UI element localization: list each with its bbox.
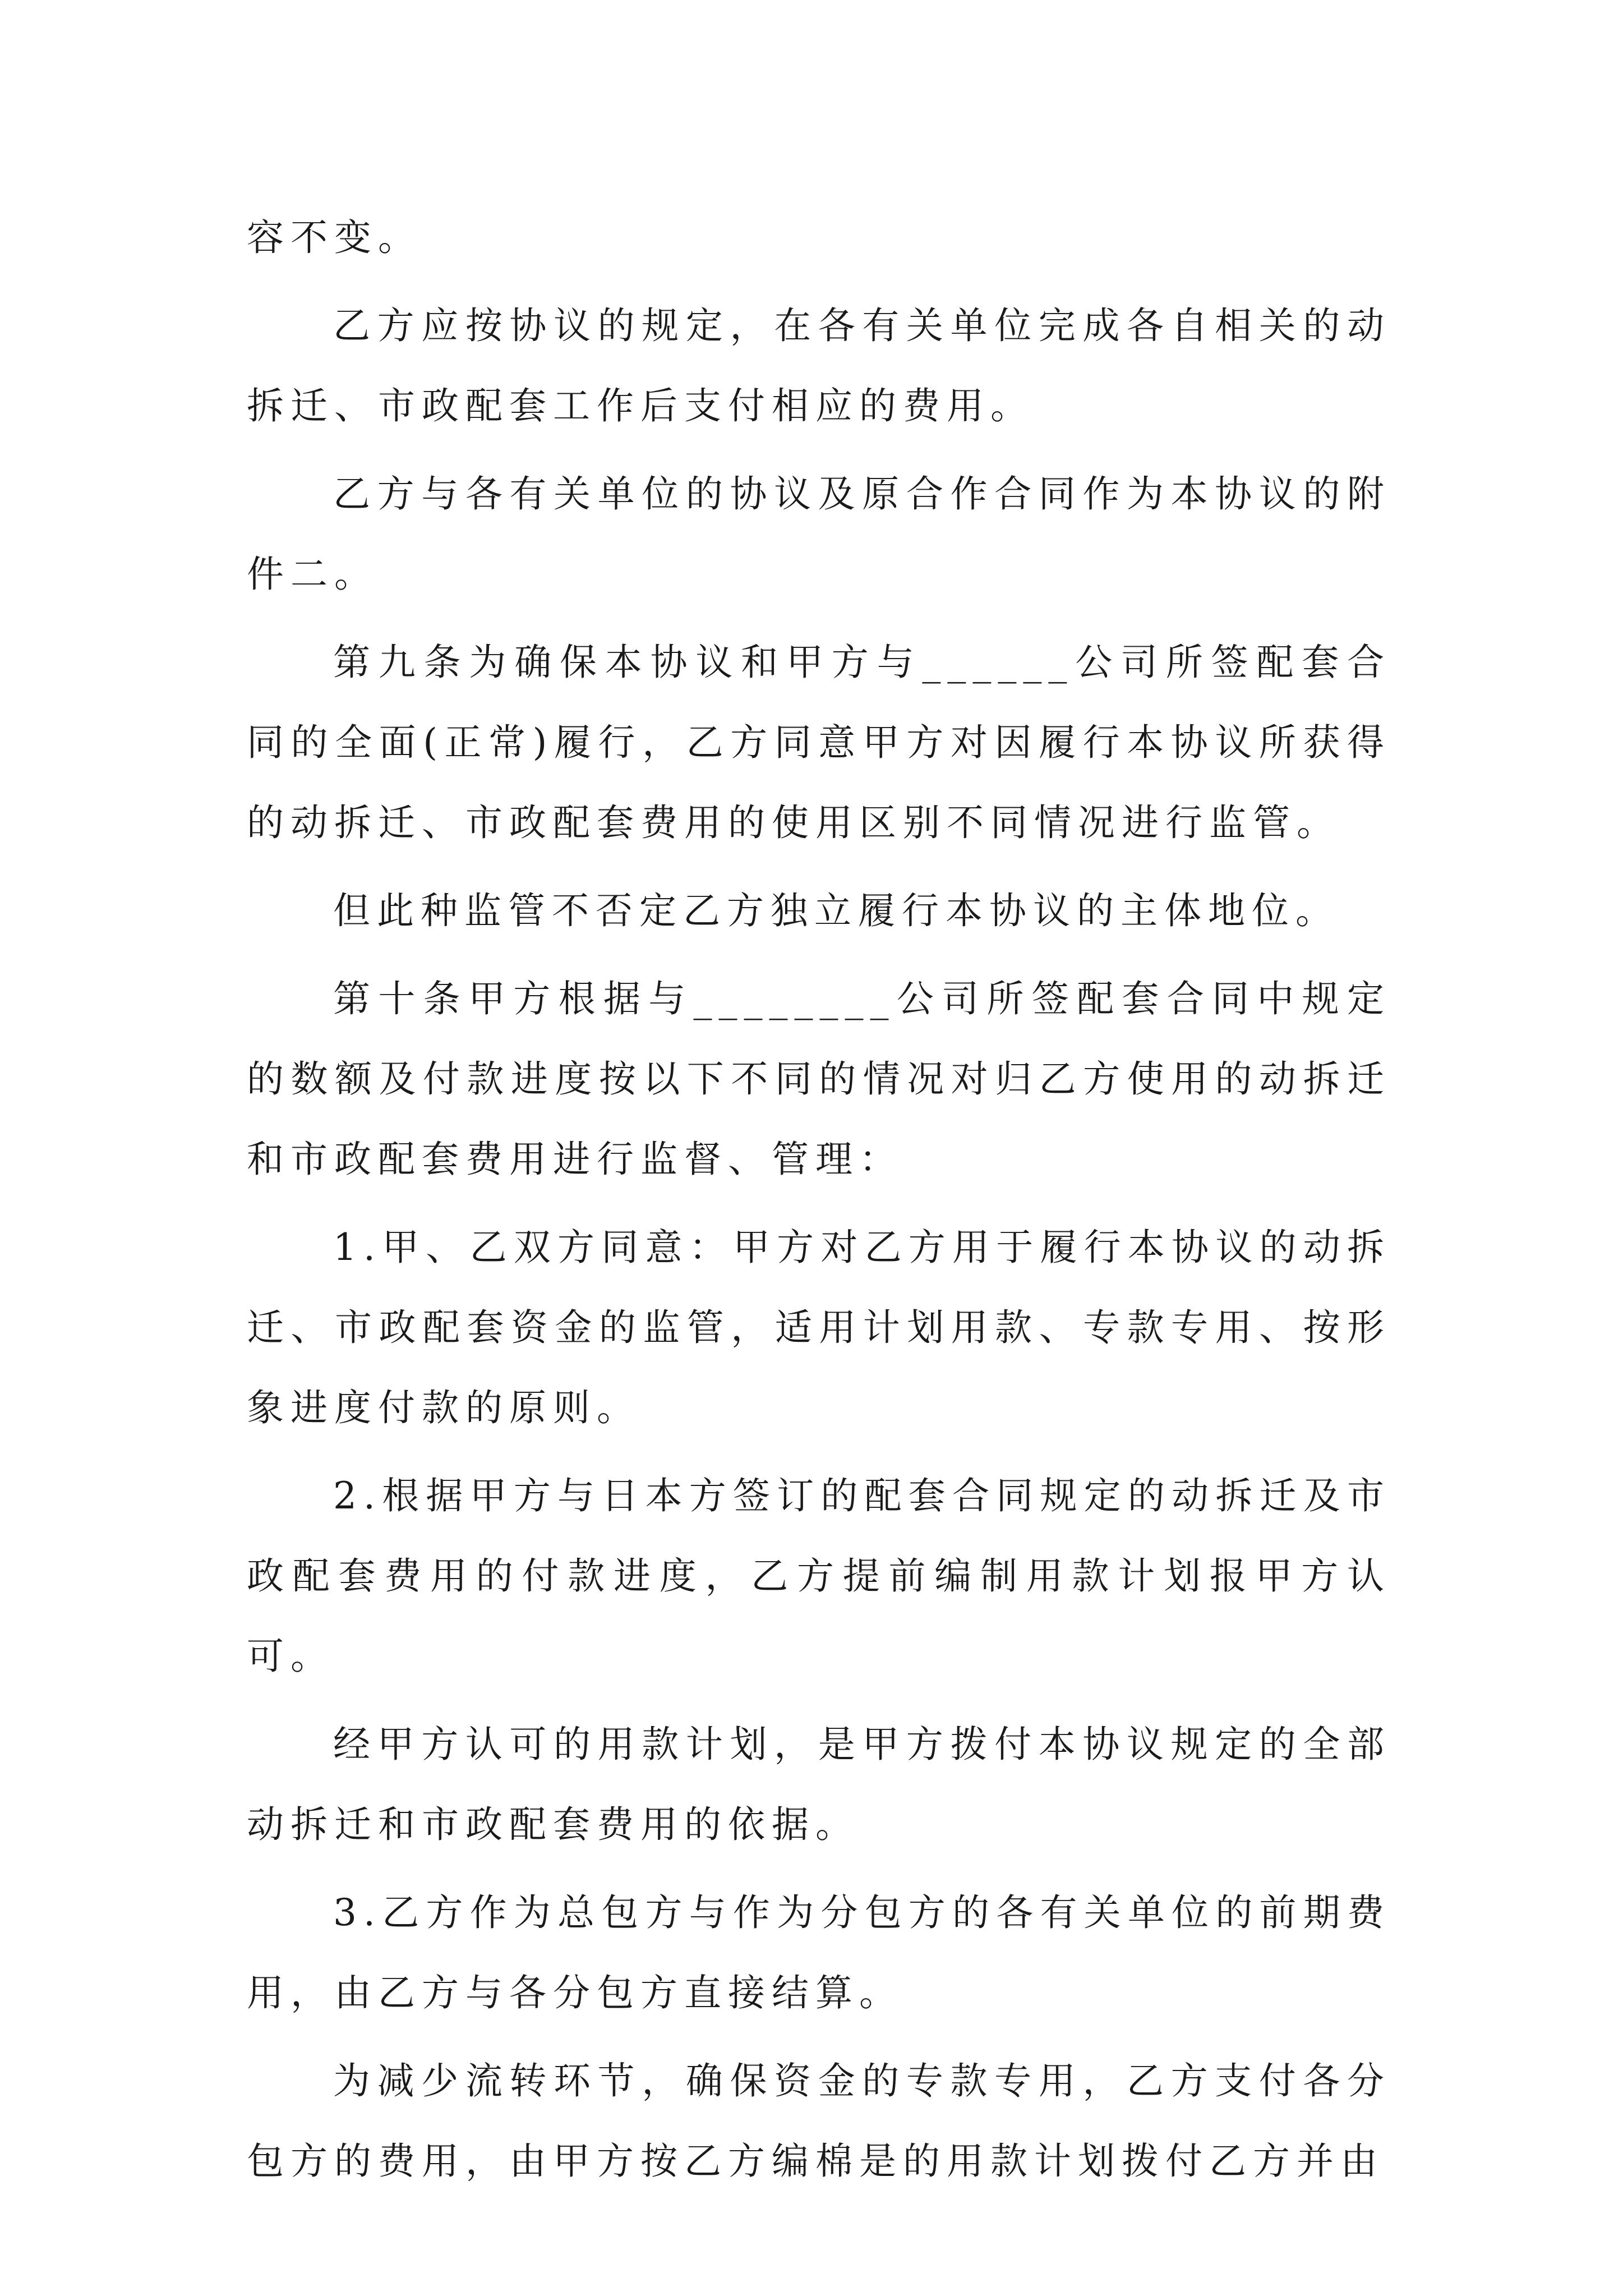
- paragraph: 乙方应按协议的规定，在各有关单位完成各自相关的动拆迁、市政配套工作后支付相应的费用。: [247, 304, 1391, 427]
- paragraph: 1.甲、乙双方同意：甲方对乙方用于履行本协议的动拆迁、市政配套资金的监管，适用计划用款、专款专用、按形象进度付款的原则。: [247, 1226, 1391, 1429]
- paragraph: 第九条为确保本协议和甲方与______公司所签配套合同的全面(正常)履行，乙方同意甲方对因履行本协议所获得的动拆迁、市政配套费用的使用区别不同情况进行监管。: [247, 641, 1391, 844]
- paragraph: 容不变。: [247, 216, 422, 259]
- paragraph: 第十条甲方根据与________公司所签配套合同中规定的数额及付款进度按以下不同的情况对归乙方使用的动拆迁和市政配套费用进行监督、管理：: [247, 977, 1391, 1181]
- paragraph: 经甲方认可的用款计划，是甲方拨付本协议规定的全部动拆迁和市政配套费用的依据。: [247, 1723, 1391, 1846]
- document-page: [247, 197, 1391, 2209]
- paragraph: 为减少流转环节，确保资金的专款专用，乙方支付各分包方的费用，由甲方按乙方编棉是的用款计划拨付乙方并由: [247, 2059, 1391, 2183]
- paragraph: 2.根据甲方与日本方签订的配套合同规定的动拆迁及市政配套费用的付款进度，乙方提前编制用款计划报甲方认可。: [247, 1474, 1391, 1678]
- paragraph: 乙方与各有关单位的协议及原合作合同作为本协议的附件二。: [247, 472, 1391, 596]
- paragraph: 但此种监管不否定乙方独立履行本协议的主体地位。: [333, 889, 1339, 932]
- paragraph: 3.乙方作为总包方与作为分包方的各有关单位的前期费用，由乙方与各分包方直接结算。: [247, 1891, 1391, 2014]
